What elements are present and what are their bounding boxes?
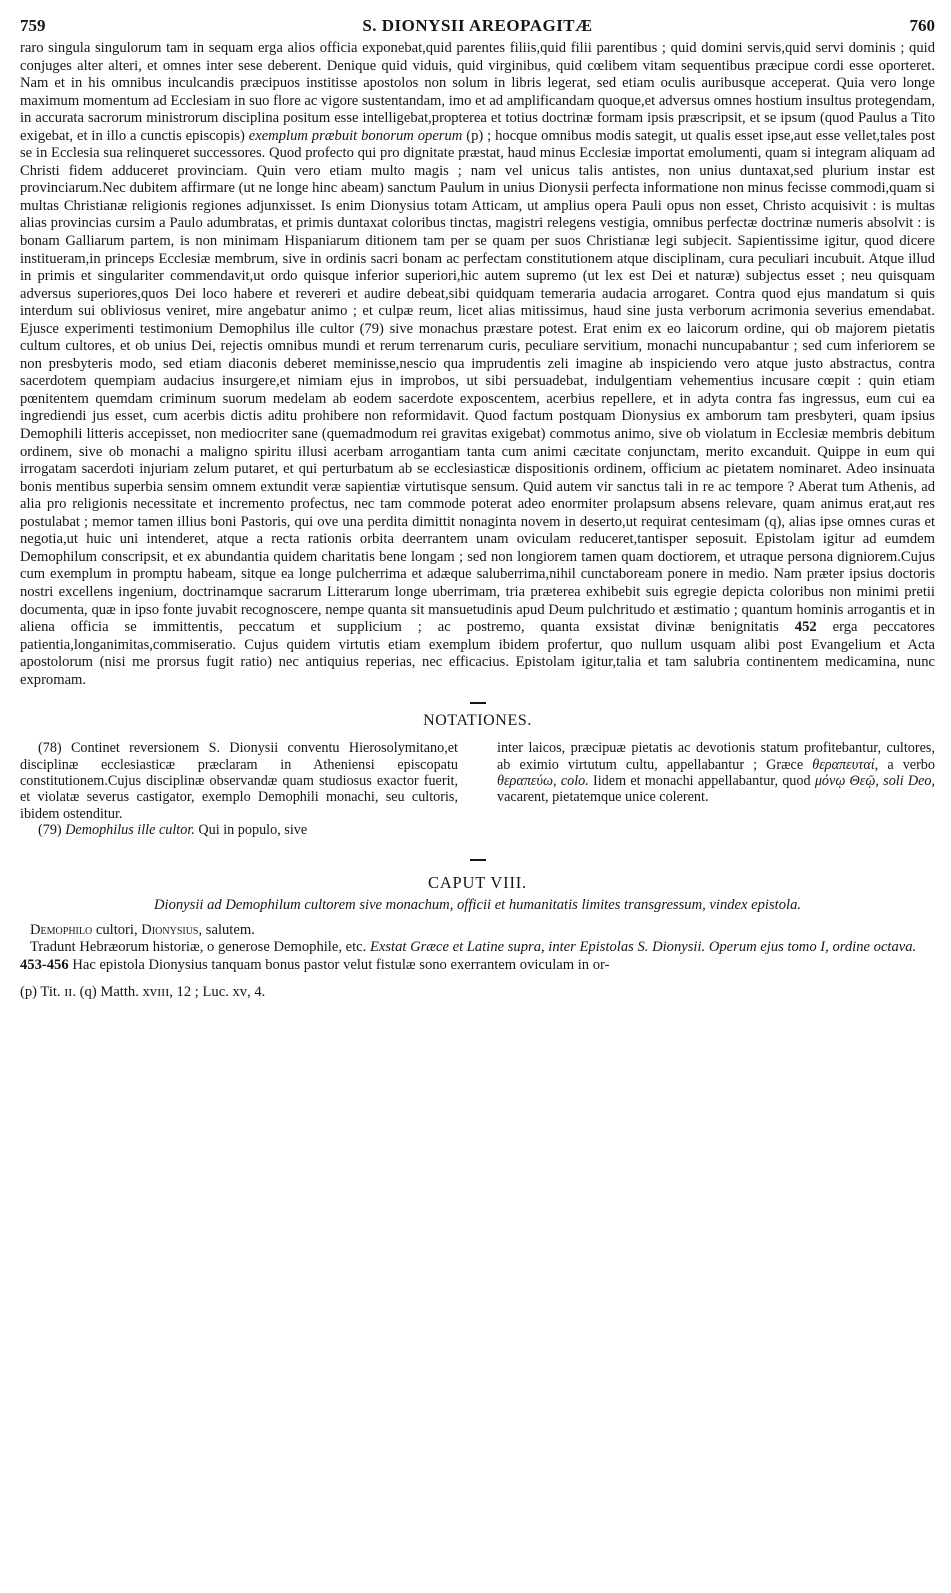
note-text: Iidem et monachi appellabantur, quod bbox=[593, 773, 811, 790]
note-78: (78) Continet reversionem S. Dionysii conventu Hierosolymitano,et disciplinæ ecclesiasticæ præclaram in Atheniensi episcopatu constitutionem.Cujus disciplinæ observandæ quam studiosus exactor fuerit, et violatæ severus castigator, exemplo Demophili monachi, seu cultoris, ibidem ostenditur. bbox=[20, 740, 458, 822]
latin-gloss: soli Deo, bbox=[883, 773, 936, 790]
notes-right-column bbox=[497, 740, 935, 838]
note-79-label: (79) bbox=[38, 822, 62, 839]
footnote-q-label: (q) bbox=[79, 984, 97, 1001]
column-marker-453-456: 453-456 bbox=[20, 956, 69, 973]
main-text-part-3: erga peccatores patientia,longanimitas,commiseratio. Cujus quidem virtutis etiam exemplum ibidem profertur, quo nullum usquam alibi post Evangelium et Acta apostolorum (nisi me prorsus fugit ratio) nec antiquius reperias, nec efficacius. Epistolam igitur,talia et tam salubria continentem medicamina, nunc expromam. bbox=[20, 619, 935, 688]
sender: Dionysius, bbox=[141, 921, 203, 938]
note-text: , bbox=[875, 773, 879, 790]
commentary-text: Hac epistola Dionysius tanquam bonus pastor velut fistulæ sono exerrantem oviculam in or- bbox=[72, 956, 610, 973]
note-79-text: Qui in populo, sive bbox=[198, 822, 308, 839]
letter-source bbox=[20, 939, 935, 957]
note-text: , a verbo bbox=[874, 756, 935, 773]
footnote-p-ref: Tit. ɪɪ. bbox=[40, 984, 76, 1001]
note-text: inter laicos, præcipuæ pietatis ac devotionis statum profitebantur, cultores, ab eximio virtutum cultu, appellabantur ; Græce bbox=[497, 740, 935, 773]
note-79-continuation bbox=[497, 740, 935, 806]
section-divider bbox=[470, 702, 486, 704]
note-79 bbox=[20, 822, 458, 838]
source-reference: Exstat Græce et Latine supra, inter Epistolas S. Dionysii. Operum ejus tomo I, ordine octava. bbox=[369, 939, 917, 956]
page-header bbox=[20, 10, 935, 40]
greek-word: θεραπεύω bbox=[497, 773, 554, 790]
letter-opening bbox=[20, 922, 935, 975]
note-79-lemma: Demophilus ille cultor. bbox=[65, 822, 195, 839]
salutation-text: salutem. bbox=[205, 921, 255, 938]
chapter-divider bbox=[470, 859, 486, 861]
main-text-italic-quote: exemplum præbuit bonorum operum bbox=[248, 127, 463, 144]
footnote-line bbox=[20, 984, 935, 1001]
column-marker-452: 452 bbox=[794, 619, 817, 636]
latin-gloss: colo. bbox=[560, 773, 589, 790]
note-text: , bbox=[553, 773, 557, 790]
page-number-left: 759 bbox=[20, 16, 46, 35]
footnote-p-label: (p) bbox=[20, 984, 38, 1001]
letter-salutation bbox=[20, 922, 935, 940]
incipit: Tradunt Hebræorum historiæ, o generose Demophile, etc. bbox=[30, 939, 367, 956]
running-head: S. DIONYSII AREOPAGITÆ bbox=[362, 16, 593, 35]
greek-word: μόνῳ Θεῷ bbox=[814, 773, 876, 790]
main-text bbox=[20, 40, 935, 689]
notes-columns bbox=[20, 740, 935, 838]
page-number-right: 760 bbox=[909, 16, 935, 35]
letter-commentary bbox=[20, 957, 935, 975]
chapter-subtitle: Dionysii ad Demophilum cultorem sive monachum, officii et humanitatis limites transgressum, vindex epistola. bbox=[153, 896, 802, 913]
notes-heading: NOTATIONES. bbox=[423, 712, 532, 730]
footnotes bbox=[20, 984, 935, 1001]
notes-left-column bbox=[20, 740, 458, 838]
addressee: Demophilo bbox=[30, 921, 93, 938]
page bbox=[20, 10, 935, 1001]
main-text-part-1: raro singula singulorum tam in sequam erga alios officia exponebat,quid parentes filiis,quid filii parentibus ; quid domini servis,quid servi dominis ; quid conjuges alter alteri, et omnes inter sese deberent. Denique quid viduis, quid virginibus, quid cœlibem vitam sequentibus præcipue cordi esse oporteret. Nam et in his omnibus inculcandis præcipuos institisse apostolos non solum in libris legerat, sed etiam oculis auribusque acceperat. Quia vero longe maximum momentum ad Ecclesiam in suo flore ac vigore sustentandam, imo et ad amplificandam quoque,et adversus omnes hostium insultus protegendam, in accurata sacrorum ministrorum disciplina positum esse intelligebat,propterea et totius doctrinæ formam ipsis præscripsit, et se ipsum (quod Paulus a Tito exigebat, et in illo a cunctis episcopis) bbox=[20, 40, 935, 144]
footnote-q-ref: Matth. xᴠɪɪɪ, 12 ; Luc. xᴠ, 4. bbox=[100, 984, 266, 1001]
greek-word: θεραπευταί bbox=[812, 756, 875, 773]
note-text: vacarent, pietatemque unice colerent. bbox=[497, 789, 709, 806]
salutation-text: cultori, bbox=[95, 921, 138, 938]
main-text-part-2: (p) ; hocque omnibus modis sategit, ut qualis esset ipse,aut esse vellet,tales post se in Ecclesia sua relinqueret successores. Quod profecto qui pro dignitate præstat, haud minus Ecclesiæ importat emolumenti, quam si integram aliquam ad Christi fidem adduceret provinciam. Quin vero etiam multo magis ; nam vel unicus talis antistes, non unius duntaxat,sed plurium instar est provinciarum.Nec dubitem affirmare (ut ne longe hinc abeam) sanctum Paulum in unius Dionysii perfecta informatione non minus fecisse commodi,quam si multas Christianæ religionis regiones adjunxisset. Is enim Dionysius totam Atticam, ut amplius opera Pauli opus non esset, Christo acquisivit : is multas alias provincias cursim a Paulo adumbratas, et primis duntaxat coloribus tinctas, magistri relegens vestigia, omnibus perfectæ doctrinæ numeris absolvit : is bonam Galliarum partem, is non minimam Hispaniarum ditionem tam per se quam per suos Christianæ legi subjecit. Sapientissime igitur, quod dicere institueram,in princeps Ecclesiæ membrum, sive in ordinis sacri bonam ac perfectam constitutionem atque disciplinam, cura peculiari incubuit. Atque illud in primis et singulariter commendavit,ut ordo quisque inferior superiori,hic autem supremo (ut lex est Dei et naturæ) subjectus esset ; neu quisquam adversus superiores,quos Dei loco habere et revereri et audire debeat,sibi quidquam temeraria audacia arrogaret. Contra quod ejus mandatum si quis interdum sui obliviosus veniret, mire angebatur animo ; et culpæ reum, licet alias mitissimus, haud sine justa verborum acrimonia severius emendabat. Ejusce experimenti testimonium Demophilus ille cultor (79) sive monachus præstare potest. Erat enim ex eo laicorum ordine, qui ob majorem pietatis cultum cultores, et ob unius Dei, rejectis omnibus mundi et rerum terrenarum curis, peculiare servitium, monachi nuncupabantur ; sed cum inferiorem se non presbyteris modo, sed etiam diaconis deberet meminisse,nescio qua imprudentis zeli imagine ab inspiciendo vero atque justo abstractus, contra sacerdotem quempiam audacius insurgere,et nimiam ejus in improbos, ut sibi persuadebat, indulgentiam vehementius incusare cœpit : quin etiam pœnitentem quemdam criminum suorum medelam ab eodem sacerdote exposcentem, acerbius repellere, et in adyta contra fas ingressus, eum cui ea ingrediendi jus esset, cum acerbis dictis aditu prohibere non reformidavit. Quod factum postquam Dionysius ex amborum tam presbyteri, quam ipsius Demophili litteris accepisset, non mediocriter sane (quemadmodum rei gravitas exigebat) commotus animo, sive ob violatum in Ecclesiæ membris debitum ordinem, sive ob monachi a maligno spiritu illusi acerbam arrogantiam tanta cum animi cæcitate conjunctam, merito excanduit. Quippe in eum qui irrogatam sacerdoti injuriam zelum putaret, et qui perturbatum ab se ecclesiasticæ dispositionis ordinem, officium ac pietatem nominaret. Adeo insinuata bonis mentibus superbia sensim omnem extundit veræ sapientiæ virtutisque sensum. Quid autem vir sanctus tali in re ac tempore ? Aberat tum Athenis, ad alia pro religionis necessitate et incremento profectus, nec tam commode poterat adeo enormiter prolapsum absens relevare, quam animus erat,aut res postulabat ; memor tamen illius boni Pastoris, qui ove una perdita dimittit nonaginta novem in deserto,ut requirat centesimam (q), alias ipse omnes curas et negotia,ut huic uni intenderet, atque a recta rationis orbita deerrantem unam oviculam reduceret,tantisper seposuit. Epistolam igitur ad eumdem Demophilum conscripsit, et ex abundantia quidem charitatis bene longam ; sed non longiorem tamen quam doctiorem, et utraque persona digniorem.Cujus cum exemplum in promptu habeam, sitque ea longe pulcherrima et adæque saluberrima,nihil cunctaboream ponere in medio. Nam præter ipsius doctoris nostri excellens ingenium, doctrinamque sacrarum Litterarum longe uberrimam, tria præterea exhibebit suis egregie depicta coloribus non minimi pretii documenta, quæ in ipso fonte juvabit recognoscere, nempe quanta sit mansuetudinis apud Deum pulchritudo et æstimatio ; quantum hominis arrogantis et in aliena officia se immittentis, peccatum et supplicium ; ac postremo, quanta exsistat divinæ benignitatis bbox=[20, 127, 935, 636]
chapter-title: CAPUT VIII. bbox=[428, 872, 527, 892]
